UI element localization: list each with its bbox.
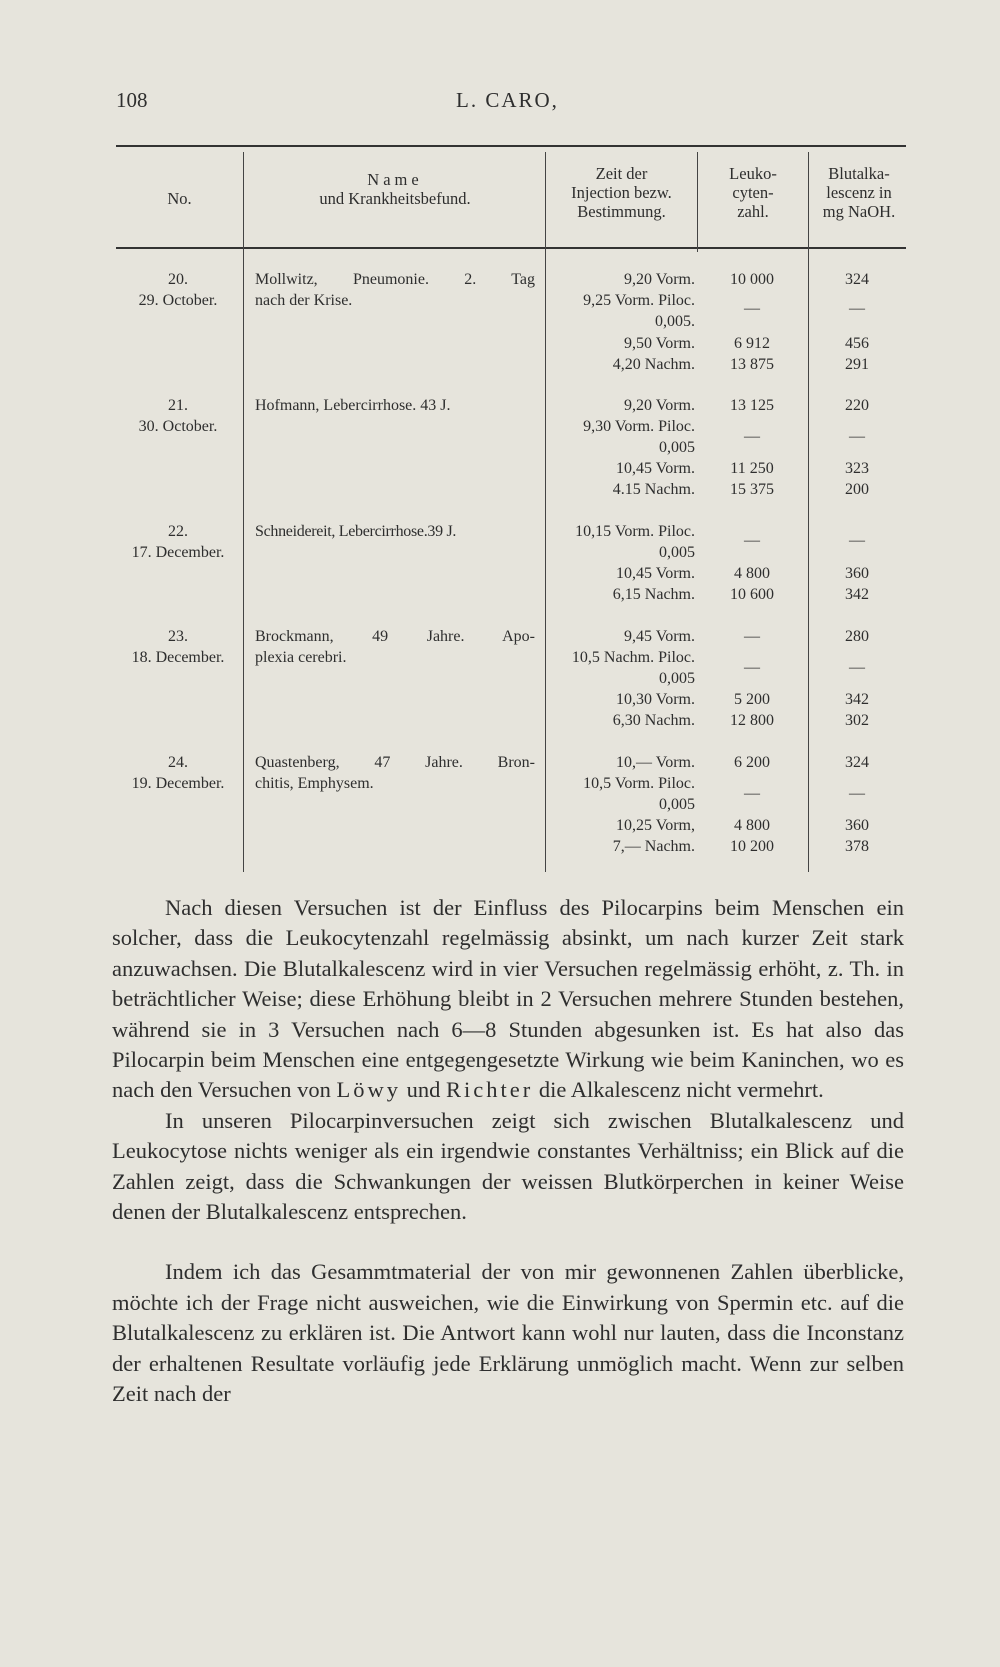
alk-cell: 280 — [845, 628, 869, 645]
leuk-cell: 4 800 — [734, 817, 770, 834]
leuk-cell: — — [744, 628, 760, 645]
paragraph: In unseren Pilocarpinversuchen zeigt sich zwischen Blutalkalescenz und Leukocytose nichts weniger als ein irgendwie constantes Verhältniss; ein Blick auf die Zahlen zeigt, dass die Schwankungen der weissen Blutkörperchen in keiner Weise denen der Blutalkalescenz entsprechen. — [112, 1107, 904, 1225]
case-name — [255, 752, 535, 773]
case-name-line: Schneidereit, Lebercirrhose.39 J. — [255, 523, 457, 540]
body-text — [112, 893, 904, 1410]
time-cell: 10,5 Vorm. Piloc. — [583, 775, 695, 792]
time-cell: 10,15 Vorm. Piloc. — [575, 523, 695, 540]
paragraph-text: Nach diesen Versuchen ist der Einfluss des Pilocarpins beim Menschen ein solcher, dass die Leukocytenzahl regelmässig absinkt, um nach kurzer Zeit stark anzuwachsen. Die Blutalkalescenz wird in vier Versuchen regelmässig erhöht, z. Th. in beträchtlicher Weise; diese Erhöhung bleibt in 2 Versuchen mehrere Stunden bestehen, während sie in 3 Versuchen nach 6—8 Stunden abgesunken ist. Es hat also das Pilocarpin beim Menschen eine entgegengesetzte Wirkung wie beim Kaninchen, wo es nach den Versuchen von — [112, 895, 904, 1103]
running-head: L. CARO, — [456, 88, 559, 112]
time-cell: 9,30 Vorm. Piloc. — [583, 418, 695, 435]
header-name — [245, 170, 545, 208]
paragraph: Indem ich das Gesammtmaterial der von mir gewonnenen Zahlen überblicke, möchte ich der Frage nicht ausweichen, wie die Einwirkung von Spermin etc. auf die Blutalkalescenz zu erklären ist. Die Antwort kann wohl nur lauten, dass die Inconstanz der erhaltenen Resultate vorläufig jede Erklärung unmöglich macht. Wenn zur selben Zeit nach der — [112, 1259, 904, 1407]
header-text: No. — [167, 189, 192, 208]
leuk-cell: 6 200 — [734, 754, 770, 771]
paragraph-text: und — [406, 1077, 441, 1103]
alk-cell: 342 — [845, 586, 869, 603]
alk-cell: — — [849, 785, 865, 802]
column-divider — [243, 152, 244, 872]
alk-cell: 378 — [845, 838, 869, 855]
leuk-cell: 10 600 — [730, 586, 774, 603]
time-cell: 4,20 Nachm. — [612, 356, 695, 373]
time-cell: 0,005 — [659, 796, 695, 813]
author-name: Löwy — [336, 1077, 402, 1103]
time-cell: 7,— Nachm. — [612, 838, 695, 855]
time-cell: 10,5 Nachm. Piloc. — [571, 649, 695, 666]
leuk-cell: 4 800 — [734, 565, 770, 582]
alk-cell: — — [849, 428, 865, 445]
case-number: 22. — [168, 523, 188, 540]
time-cell: 9,20 Vorm. — [624, 271, 695, 288]
time-cell: 10,25 Vorm, — [616, 817, 695, 834]
case-name — [255, 269, 535, 290]
header-text: Bestimmung. — [577, 202, 666, 221]
case-number: 23. — [168, 628, 188, 645]
alk-cell: — — [849, 659, 865, 676]
alk-cell: 220 — [845, 397, 869, 414]
time-cell: 0,005. — [655, 313, 695, 330]
header-text: lescenz in — [826, 183, 892, 202]
case-name-line: nach der Krise. — [255, 292, 353, 309]
header-text: mg NaOH. — [822, 202, 896, 221]
case-name-line: chitis, Emphysem. — [255, 775, 374, 792]
author-name: Richter — [446, 1077, 534, 1103]
case-date: 19. December. — [131, 775, 225, 792]
case-name-line: Brockmann, 49 Jahre. Apo- — [255, 628, 535, 645]
case-name-line: Hofmann, Lebercirrhose. 43 J. — [255, 397, 451, 414]
time-cell: 10,— Vorm. — [616, 754, 695, 771]
leuk-cell: — — [744, 428, 760, 445]
header-text: cyten- — [732, 183, 774, 202]
header-text: zahl. — [737, 202, 769, 221]
time-cell: 0,005 — [659, 439, 695, 456]
alk-cell: 360 — [845, 565, 869, 582]
leuk-cell: — — [744, 785, 760, 802]
case-date: 18. December. — [131, 649, 225, 666]
alk-cell: 324 — [845, 271, 869, 288]
paragraph-text: die Alkalescenz nicht vermehrt. — [538, 1077, 824, 1103]
alk-cell: — — [849, 300, 865, 317]
leuk-cell: 11 250 — [730, 460, 774, 477]
case-name-line: Quastenberg, 47 Jahre. Bron- — [255, 754, 535, 771]
case-name-line: plexia cerebri. — [255, 649, 347, 666]
leuk-cell: 6 912 — [734, 335, 770, 352]
time-cell: 0,005 — [659, 670, 695, 687]
case-number: 21. — [168, 397, 188, 414]
case-name — [255, 626, 535, 647]
time-cell: 6,30 Nachm. — [612, 712, 695, 729]
alk-cell: 291 — [845, 356, 869, 373]
time-cell: 0,005 — [659, 544, 695, 561]
alk-cell: 342 — [845, 691, 869, 708]
alk-cell: 360 — [845, 817, 869, 834]
alk-cell: — — [849, 532, 865, 549]
header-time — [546, 164, 697, 221]
alk-cell: 200 — [845, 481, 869, 498]
time-cell: 10,45 Vorm. — [616, 565, 695, 582]
leuk-cell: 13 125 — [730, 397, 774, 414]
header-leuk — [698, 164, 808, 221]
time-cell: 6,15 Nachm. — [612, 586, 695, 603]
time-cell: 10,45 Vorm. — [616, 460, 695, 477]
table-header-rule — [116, 247, 906, 249]
case-number: 20. — [168, 271, 188, 288]
alk-cell: 456 — [845, 335, 869, 352]
time-cell: 9,50 Vorm. — [624, 335, 695, 352]
leuk-cell: 15 375 — [730, 481, 774, 498]
header-text: Leuko- — [729, 164, 777, 183]
alk-cell: 324 — [845, 754, 869, 771]
case-date: 30. October. — [138, 418, 218, 435]
table-top-rule — [116, 145, 906, 147]
header-alk — [809, 164, 909, 221]
paragraph — [112, 893, 904, 1106]
leuk-cell: — — [744, 659, 760, 676]
leuk-cell: — — [744, 532, 760, 549]
header-no — [116, 189, 243, 208]
leuk-cell: — — [744, 300, 760, 317]
time-cell: 9,20 Vorm. — [624, 397, 695, 414]
leuk-cell: 5 200 — [734, 691, 770, 708]
page-number: 108 — [116, 88, 148, 112]
time-cell: 9,25 Vorm. Piloc. — [583, 292, 695, 309]
alk-cell: 302 — [845, 712, 869, 729]
case-date: 17. December. — [131, 544, 225, 561]
header-text: Blutalka- — [828, 164, 890, 183]
leuk-cell: 13 875 — [730, 356, 774, 373]
leuk-cell: 10 000 — [730, 271, 774, 288]
header-text: und Krankheitsbefund. — [319, 189, 471, 208]
time-cell: 10,30 Vorm. — [616, 691, 695, 708]
page-header — [116, 88, 906, 118]
header-text: Injection bezw. — [571, 183, 672, 202]
time-cell: 4.15 Nachm. — [612, 481, 695, 498]
case-date: 29. October. — [138, 292, 218, 309]
time-cell: 9,45 Vorm. — [624, 628, 695, 645]
case-name-line: Mollwitz, Pneumonie. 2. Tag — [255, 271, 535, 288]
alk-cell: 323 — [845, 460, 869, 477]
leuk-cell: 10 200 — [730, 838, 774, 855]
case-number: 24. — [168, 754, 188, 771]
header-text: Name — [367, 170, 423, 189]
header-text: Zeit der — [595, 164, 648, 183]
leuk-cell: 12 800 — [730, 712, 774, 729]
